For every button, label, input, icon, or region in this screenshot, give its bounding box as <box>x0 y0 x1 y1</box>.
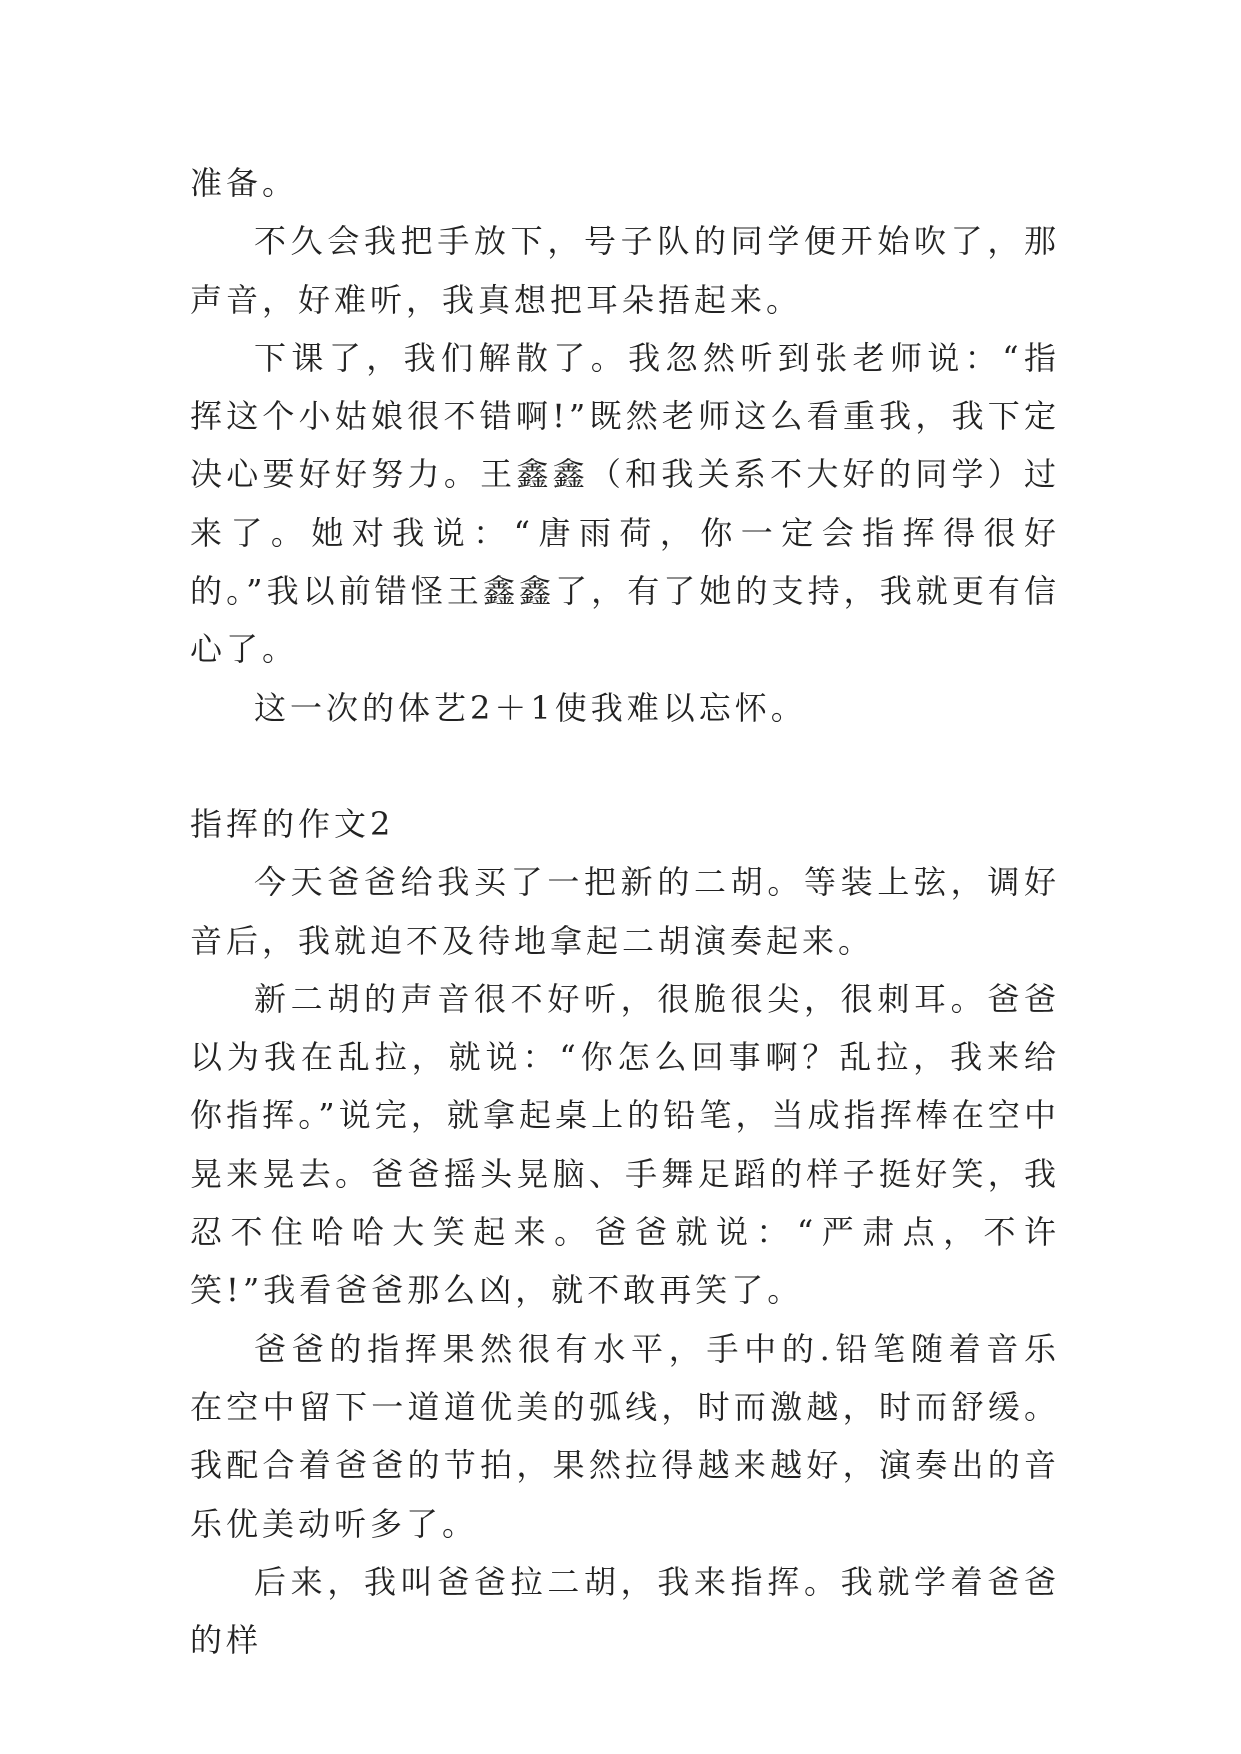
paragraph-continuation: 准备。 <box>190 164 299 202</box>
section-heading: 指挥的作文2 <box>190 804 395 843</box>
paragraph: 新二胡的声音很不好听，很脆很尖，很刺耳。爸爸以为我在乱拉，就说：“你怎么回事啊？乱拉，我来给你指挥。”说完，就拿起桌上的铅笔，当成指挥棒在空中晃来晃去。爸爸摇头晃脑、手舞足蹈的样子挺好笑，我忍不住哈哈大笑起来。爸爸就说：“严肃点，不许笑!”我看爸爸那么凶，就不敢再笑了。 <box>190 979 1060 1310</box>
document-body <box>190 154 1060 1669</box>
paragraph: 下课了，我们解散了。我忽然听到张老师说：“指挥这个小姑娘很不错啊!”既然老师这么看重我，我下定决心要好好努力。王鑫鑫（和我关系不大好的同学）过来了。她对我说：“唐雨荷，你一定会指挥得很好的。”我以前错怪王鑫鑫了，有了她的支持，我就更有信心了。 <box>190 338 1060 669</box>
paragraph: 后来，我叫爸爸拉二胡，我来指挥。我就学着爸爸的样 <box>190 1562 1060 1660</box>
paragraph: 不久会我把手放下，号子队的同学便开始吹了，那声音，好难听，我真想把耳朵捂起来。 <box>190 222 1060 319</box>
paragraph: 爸爸的指挥果然很有水平，手中的.铅笔随着音乐在空中留下一道道优美的弧线，时而激越，时而舒缓。我配合着爸爸的节拍，果然拉得越来越好，演奏出的音乐优美动听多了。 <box>190 1329 1060 1543</box>
paragraph: 这一次的体艺2＋1使我难以忘怀。 <box>254 688 807 727</box>
paragraph: 今天爸爸给我买了一把新的二胡。等装上弦，调好音后，我就迫不及待地拿起二胡演奏起来。 <box>190 863 1060 960</box>
